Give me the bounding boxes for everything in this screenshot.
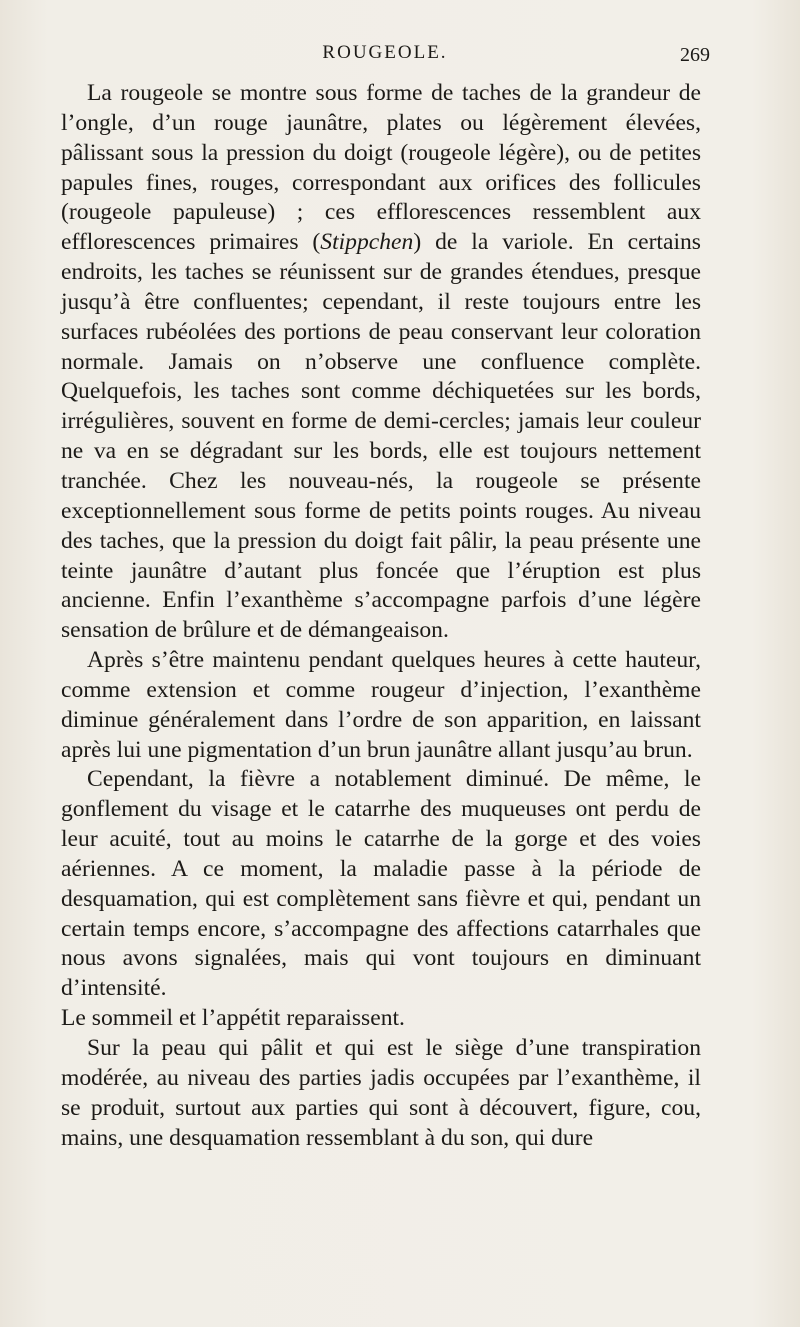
paragraph-eruption-text-1: La rougeole se montre sous forme de taches de la grandeur de l’ongle, d’un rouge jaunâtre, plates ou légèrement élevées, pâlissant sous la pression du doigt (rougeole légère), ou de petites papules fines, rouges, correspondant aux orifices des follicules (rougeole papuleuse) ; ces efflorescences ressemblent aux efflorescences primaires (: [61, 80, 701, 256]
page-number: 269: [680, 44, 710, 66]
paragraph-eruption: [61, 79, 701, 646]
stippchen-term: Stippchen: [320, 229, 414, 256]
page-header: [60, 40, 710, 70]
body-text: [61, 79, 701, 1153]
paragraph-decline: Après s’être maintenu pendant quelques heures à cette hauteur, comme extension et comme rougeur d’injection, l’exanthème diminue généralement dans l’ordre de son apparition, en laissant après lui une pigmentation d’un brun jaunâtre allant jusqu’au brun.: [61, 647, 701, 763]
paragraph-desquamation-period: Cependant, la fièvre a notablement diminué. De même, le gonflement du visage et le catarrhe des muqueuses ont perdu de leur acuité, tout au moins le catarrhe de la gorge et des voies aériennes. A ce moment, la maladie passe à la période de desquamation, qui est complètement sans fièvre et qui, pendant un certain temps encore, s’accompagne des affections catarrhales que nous avons signalées, mais qui vont toujours en diminuant d’intensité.: [61, 766, 701, 1002]
paragraph-eruption-text-2: ) de la variole. En certains endroits, les taches se réunissent sur de grandes étendues, presque jusqu’à être confluentes; cependant, il reste toujours entre les surfaces rubéolées des portions de peau conservant leur coloration normale. Jamais on n’observe une confluence complète. Quelquefois, les taches sont comme déchiquetées sur les bords, irrégulières, souvent en forme de demi-cercles; jamais leur couleur ne va en se dégradant sur les bords, elle est toujours nettement tranchée. Chez les nouveau-nés, la rougeole se présente exceptionnellement sous forme de petits points rouges. Au niveau des taches, que la pression du doigt fait pâlir, la peau présente une teinte jaunâtre d’autant plus foncée que l’éruption est plus ancienne. Enfin l’exanthème s’accompagne parfois d’une légère sensation de brûlure et de démangeaison.: [61, 229, 701, 644]
running-title: ROUGEOLE.: [322, 42, 448, 63]
paragraph-skin: Sur la peau qui pâlit et qui est le siège d’une transpiration modérée, au niveau des parties jadis occupées par l’exanthème, il se produit, surtout aux parties qui sont à découvert, figure, cou, mains, une desquamation ressemblant à du son, qui dure: [61, 1035, 701, 1151]
paragraph-sleep: Le sommeil et l’appétit reparaissent.: [61, 1005, 405, 1032]
